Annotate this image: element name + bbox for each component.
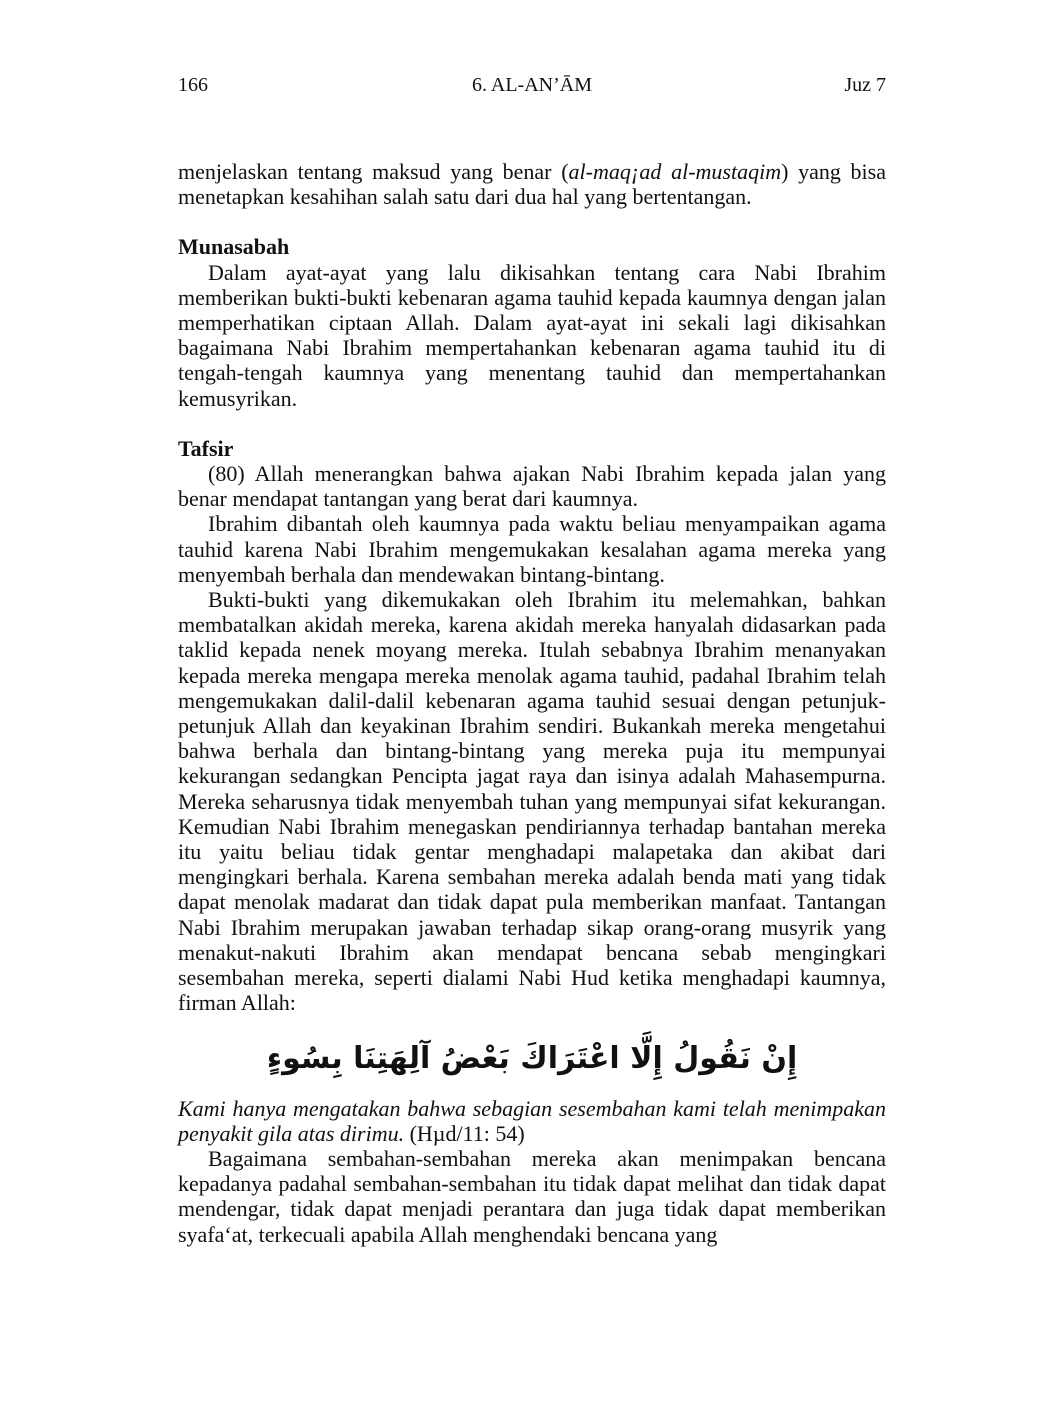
surah-title: 6. AL-AN’ĀM	[472, 74, 592, 96]
translation-italic: Kami hanya mengatakan bahwa sebagian sesembahan kami telah menimpakan penyakit gila atas dirimu.	[178, 1095, 886, 1146]
arabic-verse-text: إِنْ نَقُولُ إِلَّا اعْتَرَاكَ بَعْضُ آلِهَتِنَا بِسُوءٍ	[266, 1040, 798, 1076]
verse-reference: (Hµd/11: 54)	[404, 1120, 525, 1146]
page-body	[178, 159, 886, 1247]
tafsir-heading: Tafsir	[178, 435, 234, 461]
tafsir-paragraph-1: (80) Allah menerangkan bahwa ajakan Nabi Ibrahim kepada jalan yang benar mendapat tantangan yang berat dari kaumnya.	[178, 461, 886, 512]
intro-paragraph: menjelaskan tentang maksud yang benar (al-maq¡ad al-mustaqim) yang bisa menetapkan kesahihan salah satu dari dua hal yang bertentangan.	[178, 159, 886, 210]
page-number: 166	[178, 74, 208, 96]
munasabah-paragraph: Dalam ayat-ayat yang lalu dikisahkan tentang cara Nabi Ibrahim memberikan bukti-bukti kebenaran agama tauhid kepada kaumnya dengan jalan memperhatikan ciptaan Allah. Dalam ayat-ayat ini sekali lagi dikisahkan bagaimana Nabi Ibrahim mempertahankan kebenaran agama tauhid itu di tengah-tengah kaumnya yang menentang tauhid dan mempertahankan kemusyrikan.	[178, 259, 886, 411]
munasabah-heading: Munasabah	[178, 234, 290, 260]
juz-label: Juz 7	[844, 74, 886, 96]
page-header	[178, 74, 886, 104]
tafsir-paragraph-3: Bukti-bukti yang dikemukakan oleh Ibrahim itu melemahkan, bahkan membatalkan akidah mereka, karena akidah mereka hanyalah didasarkan pada taklid kepada nenek moyang mereka. Itulah sebabnya Ibrahim menanyakan kepada mereka mengapa mereka menolak agama tauhid, padahal Ibrahim telah mengemukakan dalil-dalil kebenaran agama tauhid sesuai dengan petunjuk-petunjuk Allah dan keyakinan Ibrahim sendiri. Bukankah mereka mengetahui bahwa berhala dan bintang-bintang yang mereka puja itu mempunyai kekurangan sedangkan Pencipta jagat raya dan isinya adalah Mahasempurna. Mereka seharusnya tidak menyembah tuhan yang mempunyai sifat kekurangan. Kemudian Nabi Ibrahim menegaskan pendiriannya terhadap bantahan mereka itu yaitu beliau tidak gentar menghadapi malapetaka dan akibat dari mengingkari berhala. Karena sembahan mereka adalah benda mati yang tidak dapat menolak madarat dan tidak dapat pula memberikan manfaat. Tantangan Nabi Ibrahim merupakan jawaban terhadap sikap orang-orang musyrik yang menakut-nakuti Ibrahim akan mendapat bencana sebab mengingkari sesembahan mereka, seperti dialami Nabi Hud ketika menghadapi kaumnya, firman Allah:	[178, 587, 886, 1016]
verse-translation	[178, 1096, 886, 1146]
intro-italic-term: al-maq¡ad al-mustaqim	[568, 159, 782, 184]
arabic-verse	[266, 1026, 798, 1086]
tafsir-paragraph-2: Ibrahim dibantah oleh kaumnya pada waktu beliau menyampaikan agama tauhid karena Nabi Ibrahim mengemukakan kesalahan agama mereka yang menyembah berhala dan mendewakan bintang-bintang.	[178, 511, 886, 587]
tafsir-paragraph-4: Bagaimana sembahan-sembahan mereka akan menimpakan bencana kepadanya padahal sembahan-sembahan itu tidak dapat melihat dan tidak dapat mendengar, tidak dapat menjadi perantara dan juga tidak dapat memberikan syafa‘at, terkecuali apabila Allah menghendaki bencana yang	[178, 1145, 886, 1247]
arabic-verse-block	[178, 1016, 886, 1096]
